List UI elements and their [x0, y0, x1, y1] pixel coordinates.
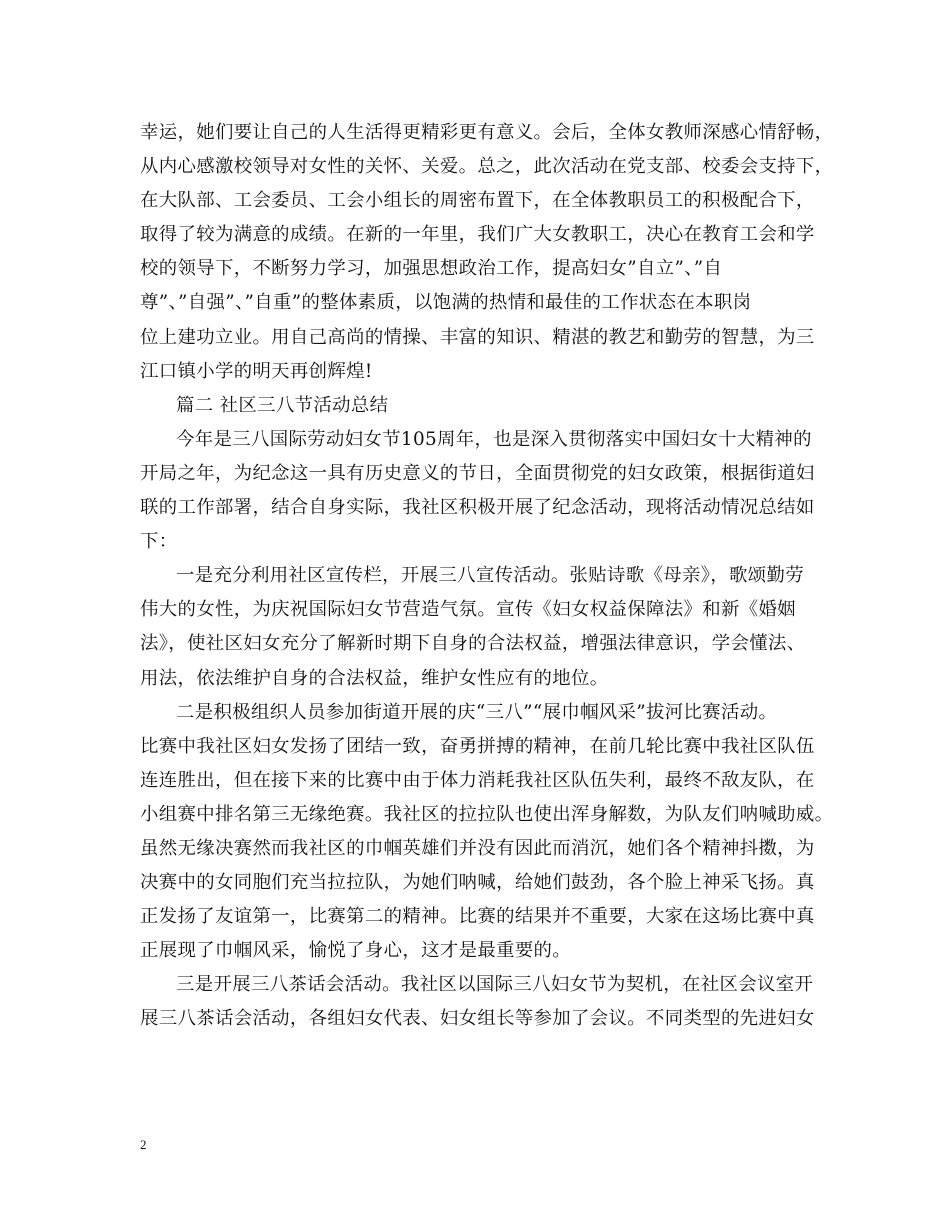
- text-line: 尊”、”自强”、”自重”的整体素质，以饱满的热情和最佳的工作状态在本职岗: [140, 292, 752, 314]
- text-line: 虽然无缘决赛然而我社区的巾帼英雄们并没有因此而消沉，她们各个精神抖擞，为: [140, 837, 815, 859]
- text-line: 连连胜出，但在接下来的比赛中由于体力消耗我社区队伍失利，最终不敌友队，在: [140, 769, 815, 791]
- text-line: 展三八茶话会活动，各组妇女代表、妇女组长等参加了会议。不同类型的先进妇女: [140, 1008, 815, 1030]
- text-line: 位上建功立业。用自己高尚的情操、丰富的知识、精湛的教艺和勤劳的智慧，为三: [140, 326, 815, 348]
- text-line: 小组赛中排名第三无缘绝赛。我社区的拉拉队也使出浑身解数，为队友们呐喊助威。: [140, 803, 834, 825]
- text-line: 正展现了巾帼风采，愉悦了身心，这才是最重要的。: [140, 940, 572, 962]
- document-body: [140, 116, 834, 1037]
- text-line: 幸运，她们要让自己的人生活得更精彩更有意义。会后，全体女教师深感心情舒畅，: [140, 122, 834, 143]
- text-line: 在大队部、工会委员、工会小组长的周密布置下，在全体教职员工的积极配合下，: [140, 190, 815, 212]
- text-line: 二是积极组织人员参加街道开展的庆“三八”“展巾帼风采”拔河比赛活动。: [176, 701, 778, 723]
- text-line: 一是充分利用社区宣传栏，开展三八宣传活动。张贴诗歌《母亲》，歌颂勤劳: [176, 565, 804, 587]
- text-line: 正发扬了友谊第一，比赛第二的精神。比赛的结果并不重要，大家在这场比赛中真: [140, 906, 815, 928]
- text-line: 比赛中我社区妇女发扬了团结一致，奋勇拼搏的精神，在前几轮比赛中我社区队伍: [140, 735, 815, 757]
- text-line: 法》，使社区妇女充分了解新时期下自身的合法权益，增强法律意识，学会懂法、: [140, 633, 806, 655]
- text-line: 开局之年，为纪念这一具有历史意义的节日，全面贯彻党的妇女政策，根据街道妇: [140, 462, 815, 484]
- text-line: 今年是三八国际劳动妇女节105周年，也是深入贯彻落实中国妇女十大精神的: [176, 428, 812, 450]
- text-line: 江口镇小学的明天再创辉煌!: [140, 360, 373, 382]
- text-line: 联的工作部署，结合自身实际，我社区积极开展了纪念活动，现将活动情况总结如: [140, 497, 815, 519]
- text-line: 下：: [140, 531, 178, 553]
- text-line: 决赛中的女同胞们充当拉拉队，为她们呐喊，给她们鼓劲，各个脸上神采飞扬。真: [140, 872, 815, 894]
- text-line: 用法，依法维护自身的合法权益，维护女性应有的地位。: [140, 667, 609, 689]
- page-number: 2: [140, 1137, 147, 1152]
- text-line: 校的领导下，不断努力学习，加强思想政治工作，提高妇女”自立”、”自: [140, 258, 723, 280]
- text-line: 篇二 社区三八节活动总结: [176, 394, 389, 416]
- text-line: 取得了较为满意的成绩。在新的一年里，我们广大女教职工，决心在教育工会和学: [140, 224, 815, 246]
- text-line: 伟大的女性，为庆祝国际妇女节营造气氛。宣传《妇女权益保障法》和新《婚姻: [140, 599, 796, 621]
- text-line: 三是开展三八茶话会活动。我社区以国际三八妇女节为契机，在社区会议室开: [176, 974, 814, 996]
- text-line: 从内心感激校领导对女性的关怀、关爱。总之，此次活动在党支部、校委会支持下，: [140, 156, 834, 178]
